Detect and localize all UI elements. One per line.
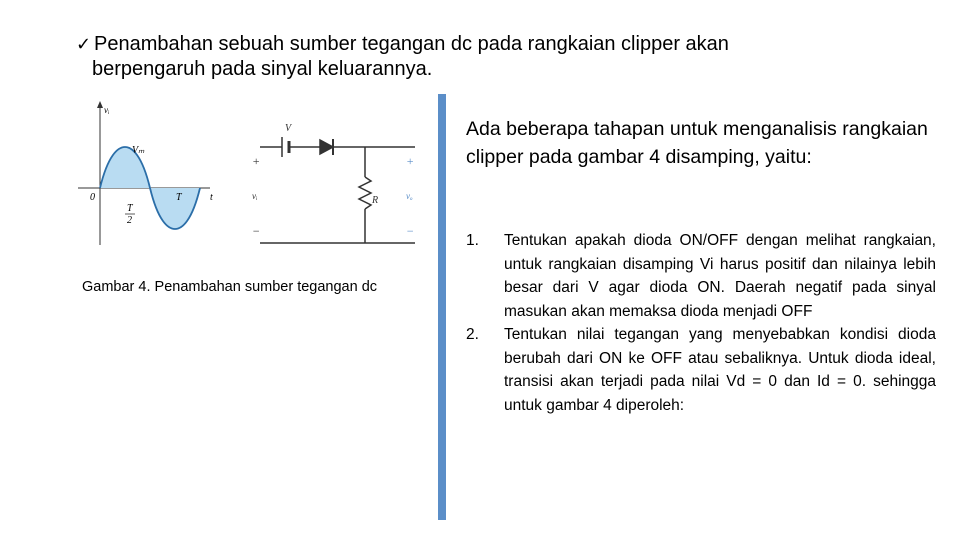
y-axis-arrow-icon xyxy=(97,101,103,108)
figure-caption: Gambar 4. Penambahan sumber tegangan dc xyxy=(82,279,378,295)
half-period-denominator: 2 xyxy=(127,215,132,226)
source-v-label: V xyxy=(285,123,292,134)
step-number: 1. xyxy=(466,232,479,249)
list-item xyxy=(466,229,936,323)
heading-line-2: berpengaruh pada sinyal keluarannya. xyxy=(92,58,433,80)
half-period-numerator: T xyxy=(127,203,133,214)
input-waveform xyxy=(78,101,213,245)
output-vo-label: vₒ xyxy=(406,191,413,201)
intro-paragraph: Ada beberapa tahapan untuk menganalisis rangkaian clipper pada gambar 4 disamping, yaitu: xyxy=(466,118,928,168)
clipper-figure xyxy=(70,95,440,265)
slide-heading xyxy=(76,32,836,82)
input-plus-sign: + xyxy=(252,154,261,168)
vi-axis-label: vᵢ xyxy=(104,105,110,115)
output-minus-sign: − xyxy=(406,224,415,238)
vertical-divider xyxy=(438,94,446,520)
checkmark-icon: ✓ xyxy=(76,34,92,55)
step-number: 2. xyxy=(466,326,479,343)
negative-half-wave xyxy=(150,188,200,229)
input-minus-sign: − xyxy=(252,224,261,238)
time-axis-label: t xyxy=(210,192,213,203)
diode-icon xyxy=(320,140,333,154)
period-label: T xyxy=(176,192,182,203)
origin-label: 0 xyxy=(90,192,95,203)
clipper-diagram xyxy=(70,95,440,265)
list-item xyxy=(466,323,936,417)
resistor-label: R xyxy=(372,195,379,206)
input-vi-label: vᵢ xyxy=(252,191,258,201)
resistor-icon xyxy=(359,177,371,209)
step-text: Tentukan apakah dioda ON/OFF dengan melihat rangkaian, untuk rangkaian disamping Vi harus positif dan nilainya lebih besar dari V agar dioda ON. Daerah negatif pada sinyal masukan akan memaksa dioda menjadi OFF xyxy=(504,232,936,320)
vm-label: Vₘ xyxy=(132,145,145,156)
steps-list xyxy=(466,229,936,417)
clipper-circuit xyxy=(260,137,415,243)
output-plus-sign: + xyxy=(406,154,415,168)
heading-line-1: ✓ Penambahan sebuah sumber tegangan dc pada rangkaian clipper akan xyxy=(76,33,729,55)
step-text: Tentukan nilai tegangan yang menyebabkan kondisi dioda berubah dari ON ke OFF atau sebaliknya. Untuk dioda ideal, transisi akan terjadi pada nilai Vd = 0 dan Id = 0. sehingga untuk gambar 4 diperoleh: xyxy=(504,326,936,414)
